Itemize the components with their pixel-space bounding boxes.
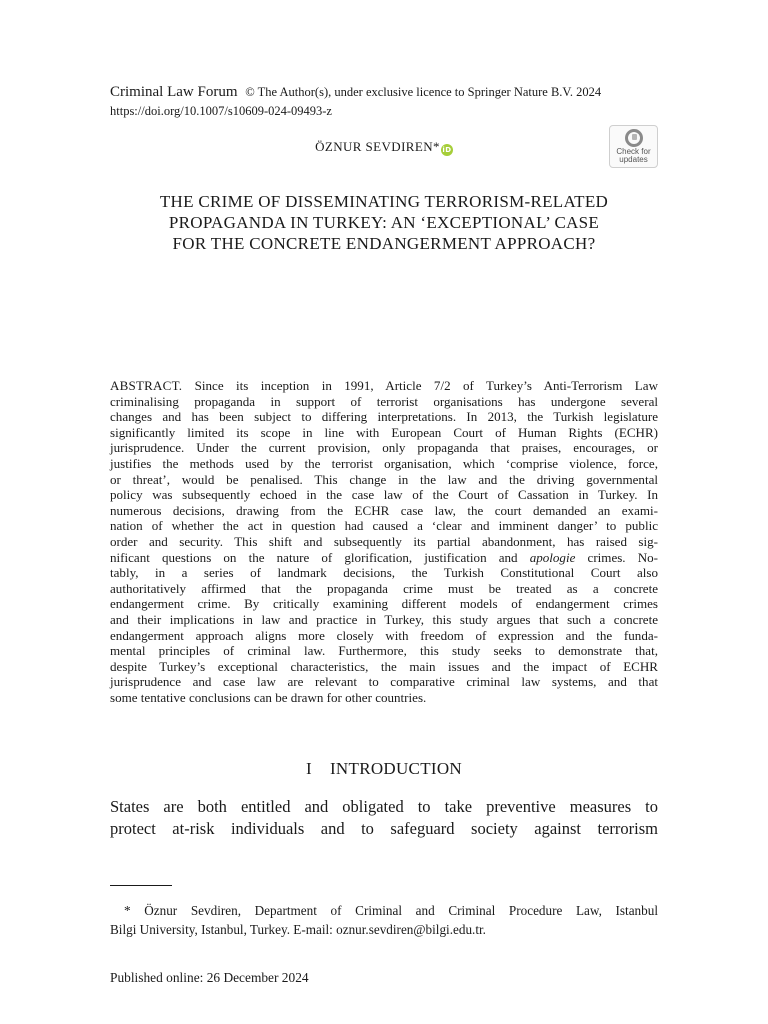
abstract-line: or threat’, would be penalised. This change in the law and the driving governmental [110, 471, 658, 487]
section-heading [0, 759, 768, 779]
abstract-line: endangerment approach aligns more closely with freedom of expression and the funda- [110, 627, 658, 643]
badge-line2: updates [619, 155, 648, 164]
abstract-line: criminalising propaganda in support of terrorist organisations has undergone several [110, 393, 658, 409]
footnote-line: Bilgi University, Istanbul, Turkey. E-mail: oznur.sevdiren@bilgi.edu.tr. [110, 921, 486, 937]
abstract-line: ABSTRACT. Since its inception in 1991, Article 7/2 of Turkey’s Anti-Terrorism Law [110, 378, 658, 393]
orcid-icon[interactable]: iD [442, 146, 452, 154]
abstract-line: nation of whether the act in question had caused a ‘clear and imminent danger’ to public [110, 518, 658, 534]
body-line: States are both entitled and obligated to take preventive measures to [110, 797, 658, 816]
abstract-label: ABSTRACT. [110, 378, 183, 393]
title-line: FOR THE CONCRETE ENDANGERMENT APPROACH? [172, 234, 596, 253]
section-number: I [306, 759, 312, 778]
doi-link[interactable]: https://doi.org/10.1007/s10609-024-09493-z [110, 104, 332, 118]
journal-header [110, 84, 660, 101]
abstract-line: despite Turkey’s exceptional characteristics, the main issues and the impact of ECHR [110, 658, 658, 674]
author-footnote [110, 902, 658, 939]
journal-name: Criminal Law Forum [110, 84, 238, 100]
title-line: PROPAGANDA IN TURKEY: AN ‘EXCEPTIONAL’ CASE [168, 213, 600, 232]
abstract-line: nificant questions on the nature of glorification, justification and apologie crimes. No- [110, 549, 658, 565]
abstract-line: authoritatively affirmed that the propaganda crime must be treated as a concrete [110, 580, 658, 596]
italic-term: apologie [529, 549, 576, 565]
abstract [110, 378, 658, 705]
abstract-line: tably, in a series of landmark decisions, the Turkish Constitutional Court also [110, 565, 658, 581]
abstract-line: some tentative conclusions can be drawn for other countries. [110, 689, 427, 705]
abstract-line: policy was subsequently echoed in the case law of the Court of Cassation in Turkey. In [110, 487, 658, 503]
abstract-line: order and security. This shift and subsequently its partial abandonment, has raised sig- [110, 533, 658, 549]
check-for-updates-badge[interactable] [609, 125, 658, 168]
abstract-line: jurisprudence and case law are relevant to comparative criminal law systems, and that [110, 674, 658, 690]
badge-line1: Check for [616, 147, 651, 156]
footnote-divider [110, 885, 172, 886]
article-title [100, 191, 668, 254]
abstract-line: jurisprudence. Under the current provision, only propaganda that praises, encourages, or [110, 440, 658, 456]
abstract-line: endangerment crime. By critically examining different models of endangerment crimes [110, 596, 658, 612]
abstract-line: significantly limited its scope in line with European Court of Human Rights (ECHR) [110, 424, 658, 440]
introduction-text [110, 796, 658, 840]
abstract-line: and their implications in law and practice in Turkey, this study argues that such a concrete [110, 611, 658, 627]
author-name: ÖZNUR SEVDIREN* [315, 139, 440, 154]
copyright-notice: © The Author(s), under exclusive licence to Springer Nature B.V. 2024 [245, 85, 602, 99]
title-line: THE CRIME OF DISSEMINATING TERRORISM-RELATED [159, 192, 609, 211]
body-line: protect at-risk individuals and to safeguard society against terrorism [110, 819, 658, 838]
crossmark-icon [625, 129, 643, 147]
abstract-line: numerous decisions, drawing from the ECHR case law, the court demanded an exami- [110, 502, 658, 518]
footnote-line: * Öznur Sevdiren, Department of Criminal and Criminal Procedure Law, Istanbul [124, 903, 658, 918]
section-title: INTRODUCTION [329, 759, 462, 778]
abstract-line: justifies the methods used by the terrorist organisation, which ‘comprise violence, force, [110, 455, 658, 471]
abstract-line: mental principles of criminal law. Furthermore, this study seeks to demonstrate that, [110, 643, 658, 659]
published-date: Published online: 26 December 2024 [110, 970, 309, 985]
abstract-line: changes and has been subject to differing interpretations. In 2013, the Turkish legislature [110, 409, 658, 425]
